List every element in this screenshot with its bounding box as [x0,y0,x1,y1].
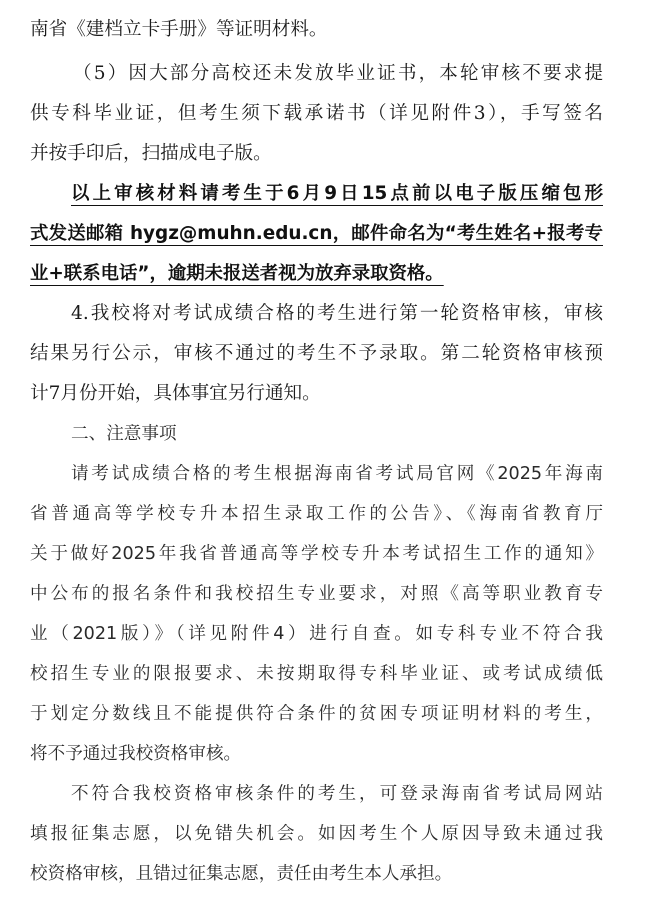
submission-notice-line: 业+联系电话”，逾期未报送者视为放弃录取资格。 [30,263,444,284]
submission-notice-line: 式发送邮箱 hygz@muhn.edu.cn，邮件命名为“考生姓名+报考专 [30,223,603,244]
text-line: 将不予通过我校资格审核。 [30,744,242,764]
text-line: （5）因大部分高校还未发放毕业证书，本轮审核不要求提 [73,63,603,84]
submission-notice-line: 以上审核材料请考生于6月9日15点前以电子版压缩包形 [71,183,603,204]
text-line: 不符合我校资格审核条件的考生，可登录海南省考试局网站 [71,784,603,804]
text-line: 校招生专业的限报要求、未按期取得专科毕业证、或考试成绩低 [30,664,603,684]
text-line: 省普通高等学校专升本招生录取工作的公告》、《海南省教育厅 [30,504,603,524]
section-heading: 二、注意事项 [71,424,177,444]
text-line: 结果另行公示，审核不通过的考生不予录取。第二轮资格审核预 [30,343,603,364]
text-line: 计7月份开始，具体事宜另行通知。 [30,383,321,404]
text-line: 请考试成绩合格的考生根据海南省考试局官网《2025年海南 [71,464,603,484]
text-line: 校资格审核，且错过征集志愿，责任由考生本人承担。 [30,864,453,884]
text-line: 中公布的报名条件和我校招生专业要求，对照《高等职业教育专 [30,584,603,604]
text-line: 关于做好2025年我省普通高等学校专升本考试招生工作的通知》 [30,544,603,564]
text-line: 业（2021版）》（详见附件4）进行自查。如专科专业不符合我 [30,624,603,644]
text-line: 供专科毕业证，但考生须下载承诺书（详见附件3），手写签名 [30,103,603,124]
text-line: 填报征集志愿，以免错失机会。如因考生个人原因导致未通过我 [30,824,603,844]
text-line: 于划定分数线且不能提供符合条件的贫困专项证明材料的考生， [30,704,603,724]
text-line: 并按手印后，扫描成电子版。 [30,143,272,164]
text-line: 南省《建档立卡手册》等证明材料。 [30,19,328,40]
text-line: 4.我校将对考试成绩合格的考生进行第一轮资格审核，审核 [71,303,603,324]
